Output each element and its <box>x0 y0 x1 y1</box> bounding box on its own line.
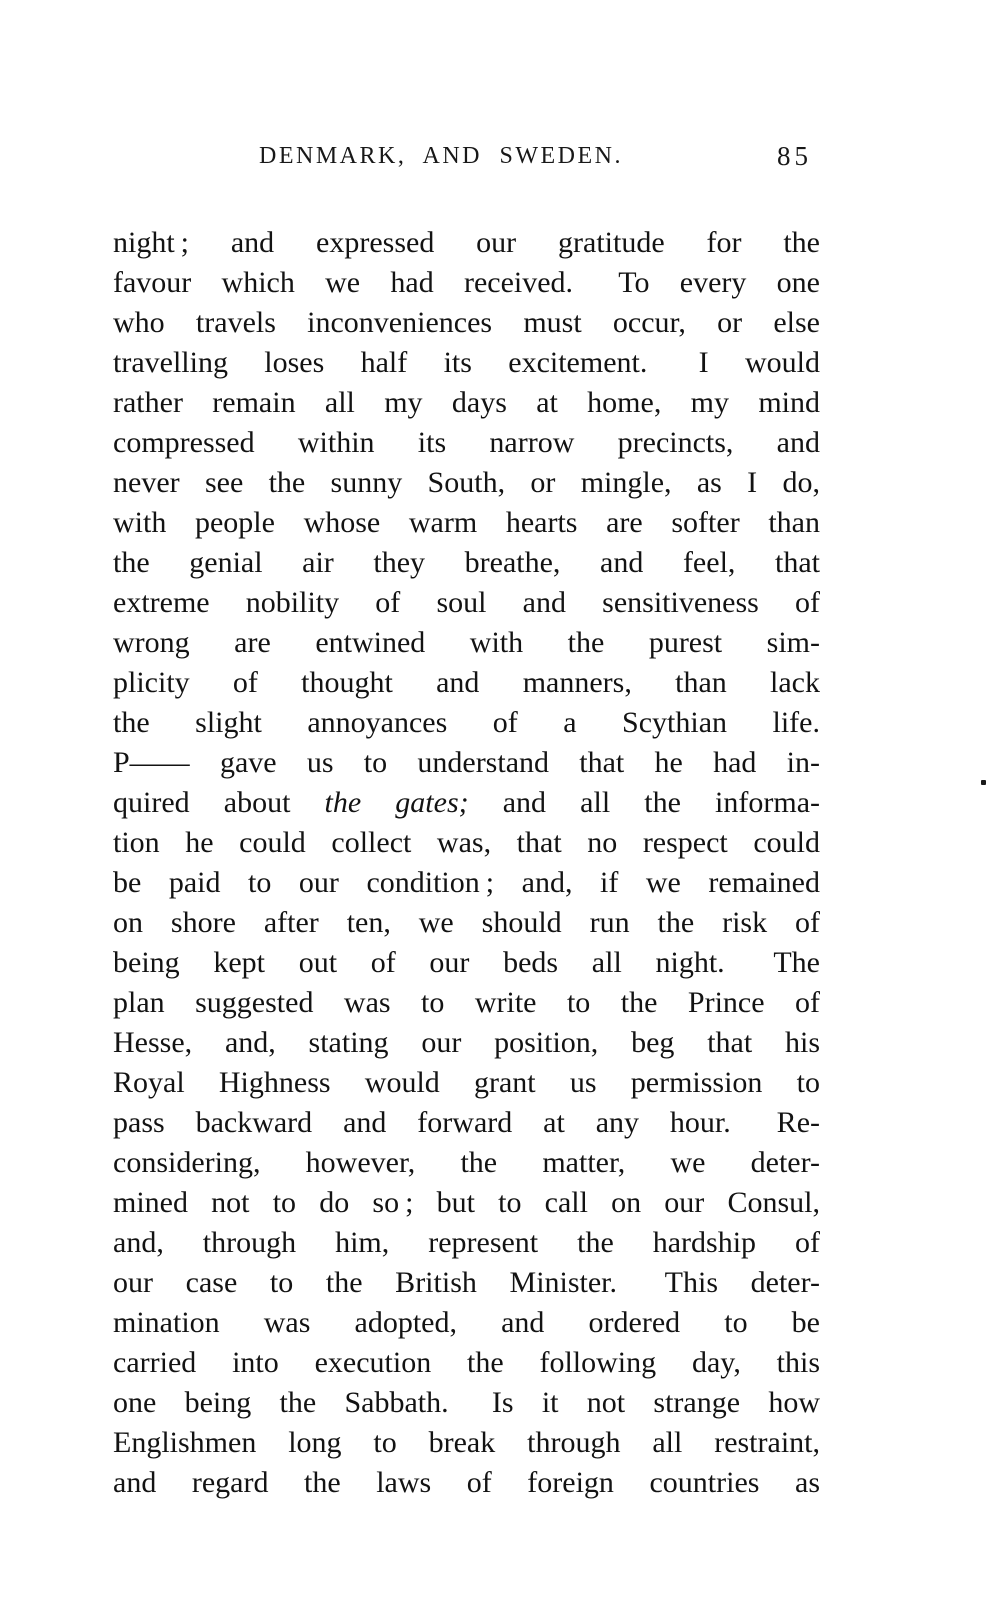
text-line: on shore after ten, we should run the risk of <box>113 906 820 939</box>
text-line: Royal Highness would grant us permission to <box>113 1066 820 1099</box>
text-line: and regard the laws of foreign countries as <box>113 1466 820 1499</box>
text-line: never see the sunny South, or mingle, as I do, <box>113 466 820 499</box>
text-line: favour which we had received. To every one <box>113 266 820 299</box>
page-header <box>113 143 820 177</box>
text-line: with people whose warm hearts are softer than <box>113 506 820 539</box>
text-line: mined not to do so ; but to call on our Consul, <box>113 1186 820 1219</box>
body-text <box>113 223 820 1503</box>
text-line: considering, however, the matter, we deter- <box>113 1146 820 1179</box>
text-line: plicity of thought and manners, than lack <box>113 666 820 699</box>
text-line: travelling loses half its excitement. I would <box>113 346 820 379</box>
running-title: DENMARK, AND SWEDEN. <box>259 143 623 169</box>
text-line: mination was adopted, and ordered to be <box>113 1306 820 1339</box>
text-line: rather remain all my days at home, my mind <box>113 386 820 419</box>
scan-speck <box>981 780 986 785</box>
text-line: who travels inconveniences must occur, or else <box>113 306 820 339</box>
page-number: 85 <box>777 141 812 171</box>
text-line: pass backward and forward at any hour. Re- <box>113 1106 820 1139</box>
text-line: being kept out of our beds all night. The <box>113 946 820 979</box>
text-line: our case to the British Minister. This deter- <box>113 1266 820 1299</box>
text-line: extreme nobility of soul and sensitiveness of <box>113 586 820 619</box>
text-line: Hesse, and, stating our position, beg that his <box>113 1026 820 1059</box>
text-line: and, through him, represent the hardship of <box>113 1226 820 1259</box>
text-line: the genial air they breathe, and feel, that <box>113 546 820 579</box>
text-line: be paid to our condition ; and, if we remained <box>113 866 820 899</box>
text-line: wrong are entwined with the purest sim- <box>113 626 820 659</box>
text-line: tion he could collect was, that no respect could <box>113 826 820 859</box>
text-line: carried into execution the following day, this <box>113 1346 820 1379</box>
text-line: quired about the gates; and all the informa- <box>113 786 820 819</box>
text-line: the slight annoyances of a Scythian life. <box>113 706 820 739</box>
text-line: Englishmen long to break through all restraint, <box>113 1426 820 1459</box>
text-line: one being the Sabbath. Is it not strange how <box>113 1386 820 1419</box>
text-line: night ; and expressed our gratitude for the <box>113 226 820 259</box>
text-line: compressed within its narrow precincts, and <box>113 426 820 459</box>
text-line: P—— gave us to understand that he had in- <box>113 746 820 779</box>
text-line: plan suggested was to write to the Prince of <box>113 986 820 1019</box>
